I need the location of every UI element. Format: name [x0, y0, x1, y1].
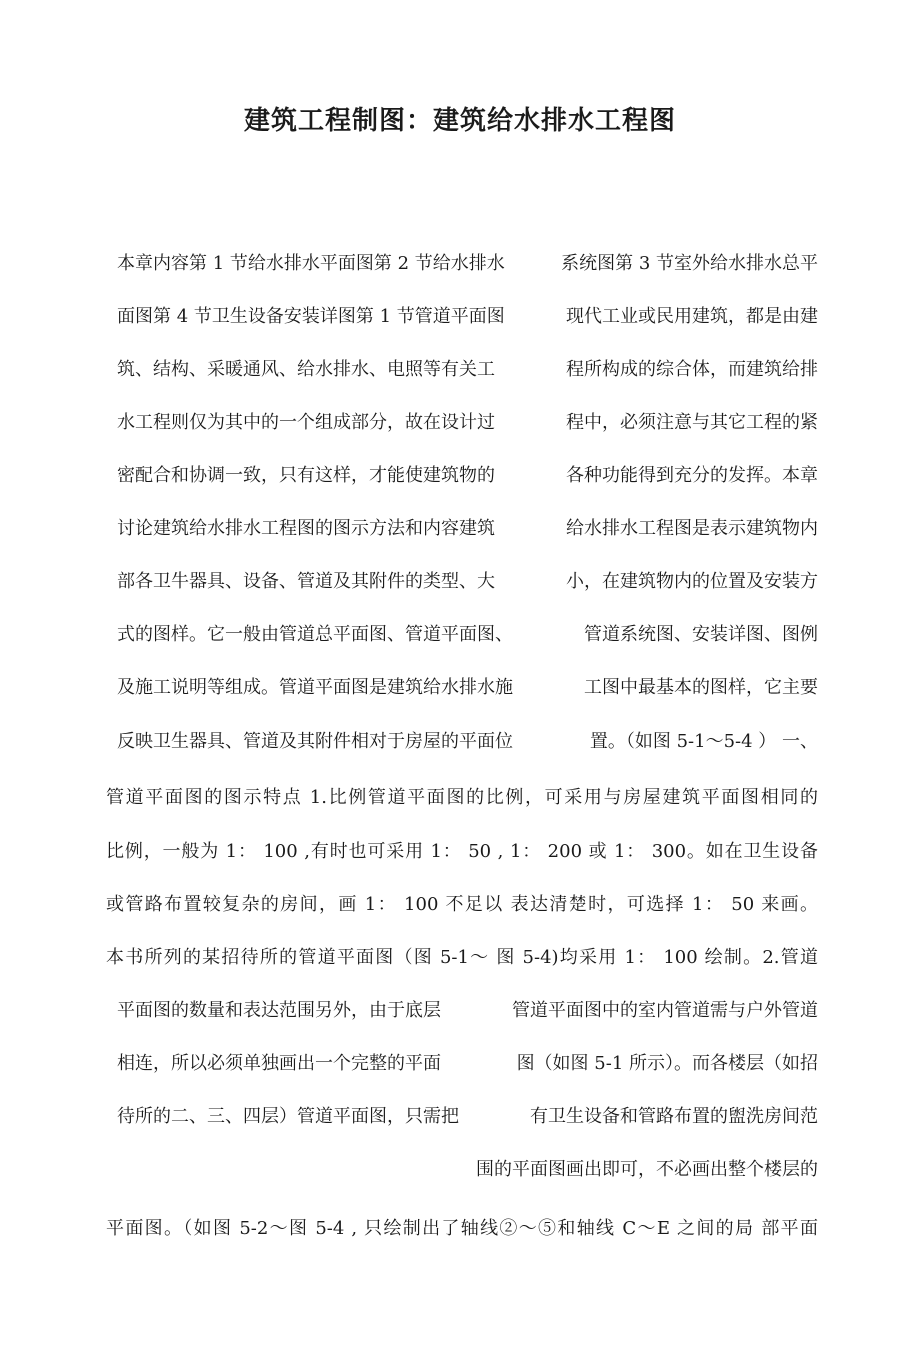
text-line-left: 本章内容第 1 节给水排水平面图第 2 节给水排水 [117, 253, 505, 274]
text-line [0, 1214, 920, 1244]
text-line-left: 面图第 4 节卫生设备安装详图第 1 节管道平面图 [117, 306, 505, 327]
text-line [0, 408, 920, 438]
text-line-right: 围的平面图画出即可，不必画出整个楼层的 [476, 1159, 818, 1180]
text-line-content: 本书所列的某招待所的管道平面图（图 5-1～ 图 5-4)均采用 1： 100 绘制。2.管道 [106, 947, 818, 968]
text-line [0, 461, 920, 491]
text-line [0, 1155, 920, 1185]
text-line-right: 系统图第 3 节室外给水排水总平 [561, 253, 818, 274]
text-line [0, 1049, 920, 1079]
text-line-right: 小，在建筑物内的位置及安装方 [566, 571, 818, 592]
text-line-right: 给水排水工程图是表示建筑物内 [566, 518, 818, 539]
text-line [0, 249, 920, 279]
text-line [0, 783, 920, 813]
text-line [0, 1102, 920, 1132]
text-line-right: 各种功能得到充分的发挥。本章 [566, 465, 818, 486]
text-line-left: 水工程则仅为其中的一个组成部分，故在设计过 [117, 412, 495, 433]
text-line-right: 工图中最基本的图样，它主要 [584, 677, 818, 698]
text-line-content: 或管路布置较复杂的房间，画 1： 100 不足以 表达清楚时，可选择 1： 50 来画。 [106, 894, 818, 915]
text-line [0, 302, 920, 332]
text-line-right: 现代工业或民用建筑，都是由建 [566, 306, 818, 327]
text-line-left: 筑、结构、采暖通风、给水排水、电照等有关工 [117, 359, 495, 380]
text-line-left: 相连，所以必须单独画出一个完整的平面 [117, 1053, 441, 1074]
text-line-right: 置。（如图 5-1～5-4 ） 一、 [589, 731, 818, 752]
text-line [0, 727, 920, 757]
text-line-content: 平面图。（如图 5-2～图 5-4 , 只绘制出了轴线②～⑤和轴线 C～E 之间的局 部平面 [106, 1218, 818, 1239]
text-line-content: 管道平面图的图示特点 1.比例管道平面图的比例，可采用与房屋建筑平面图相同的 [106, 787, 818, 808]
text-line [0, 673, 920, 703]
text-line [0, 943, 920, 973]
text-line-content: 比例，一般为 1： 100 ,有时也可采用 1： 50 , 1： 200 或 1： 300。如在卫生设备 [106, 841, 818, 862]
text-line [0, 996, 920, 1026]
text-line-left: 反映卫生器具、管道及其附件相对于房屋的平面位 [117, 731, 513, 752]
text-line-left: 式的图样。它一般由管道总平面图、管道平面图、 [117, 624, 513, 645]
text-line-left: 待所的二、三、四层）管道平面图，只需把 [117, 1106, 459, 1127]
text-line-left: 平面图的数量和表达范围另外，由于底层 [117, 1000, 441, 1021]
text-line-left: 及施工说明等组成。管道平面图是建筑给水排水施 [117, 677, 513, 698]
page-title: 建筑工程制图：建筑给水排水工程图 [243, 106, 676, 137]
text-line [0, 620, 920, 650]
text-line-right: 管道平面图中的室内管道需与户外管道 [512, 1000, 818, 1021]
text-line-right: 图（如图 5-1 所示）。而各楼层（如招 [516, 1053, 818, 1074]
text-line-right: 管道系统图、安装详图、图例 [584, 624, 818, 645]
text-line-right: 程所构成的综合体，而建筑给排 [566, 359, 818, 380]
text-line-left: 部各卫牛器具、设备、管道及其附件的类型、大 [117, 571, 495, 592]
text-line-right: 程中，必须注意与其它工程的紧 [566, 412, 818, 433]
text-line [0, 837, 920, 867]
text-line [0, 567, 920, 597]
text-line [0, 890, 920, 920]
text-line-left: 讨论建筑给水排水工程图的图示方法和内容建筑 [117, 518, 495, 539]
text-line-left: 密配合和协调一致，只有这样，才能使建筑物的 [117, 465, 495, 486]
text-line-right: 有卫生设备和管路布置的盥洗房间范 [530, 1106, 818, 1127]
text-line [0, 514, 920, 544]
text-line [0, 355, 920, 385]
